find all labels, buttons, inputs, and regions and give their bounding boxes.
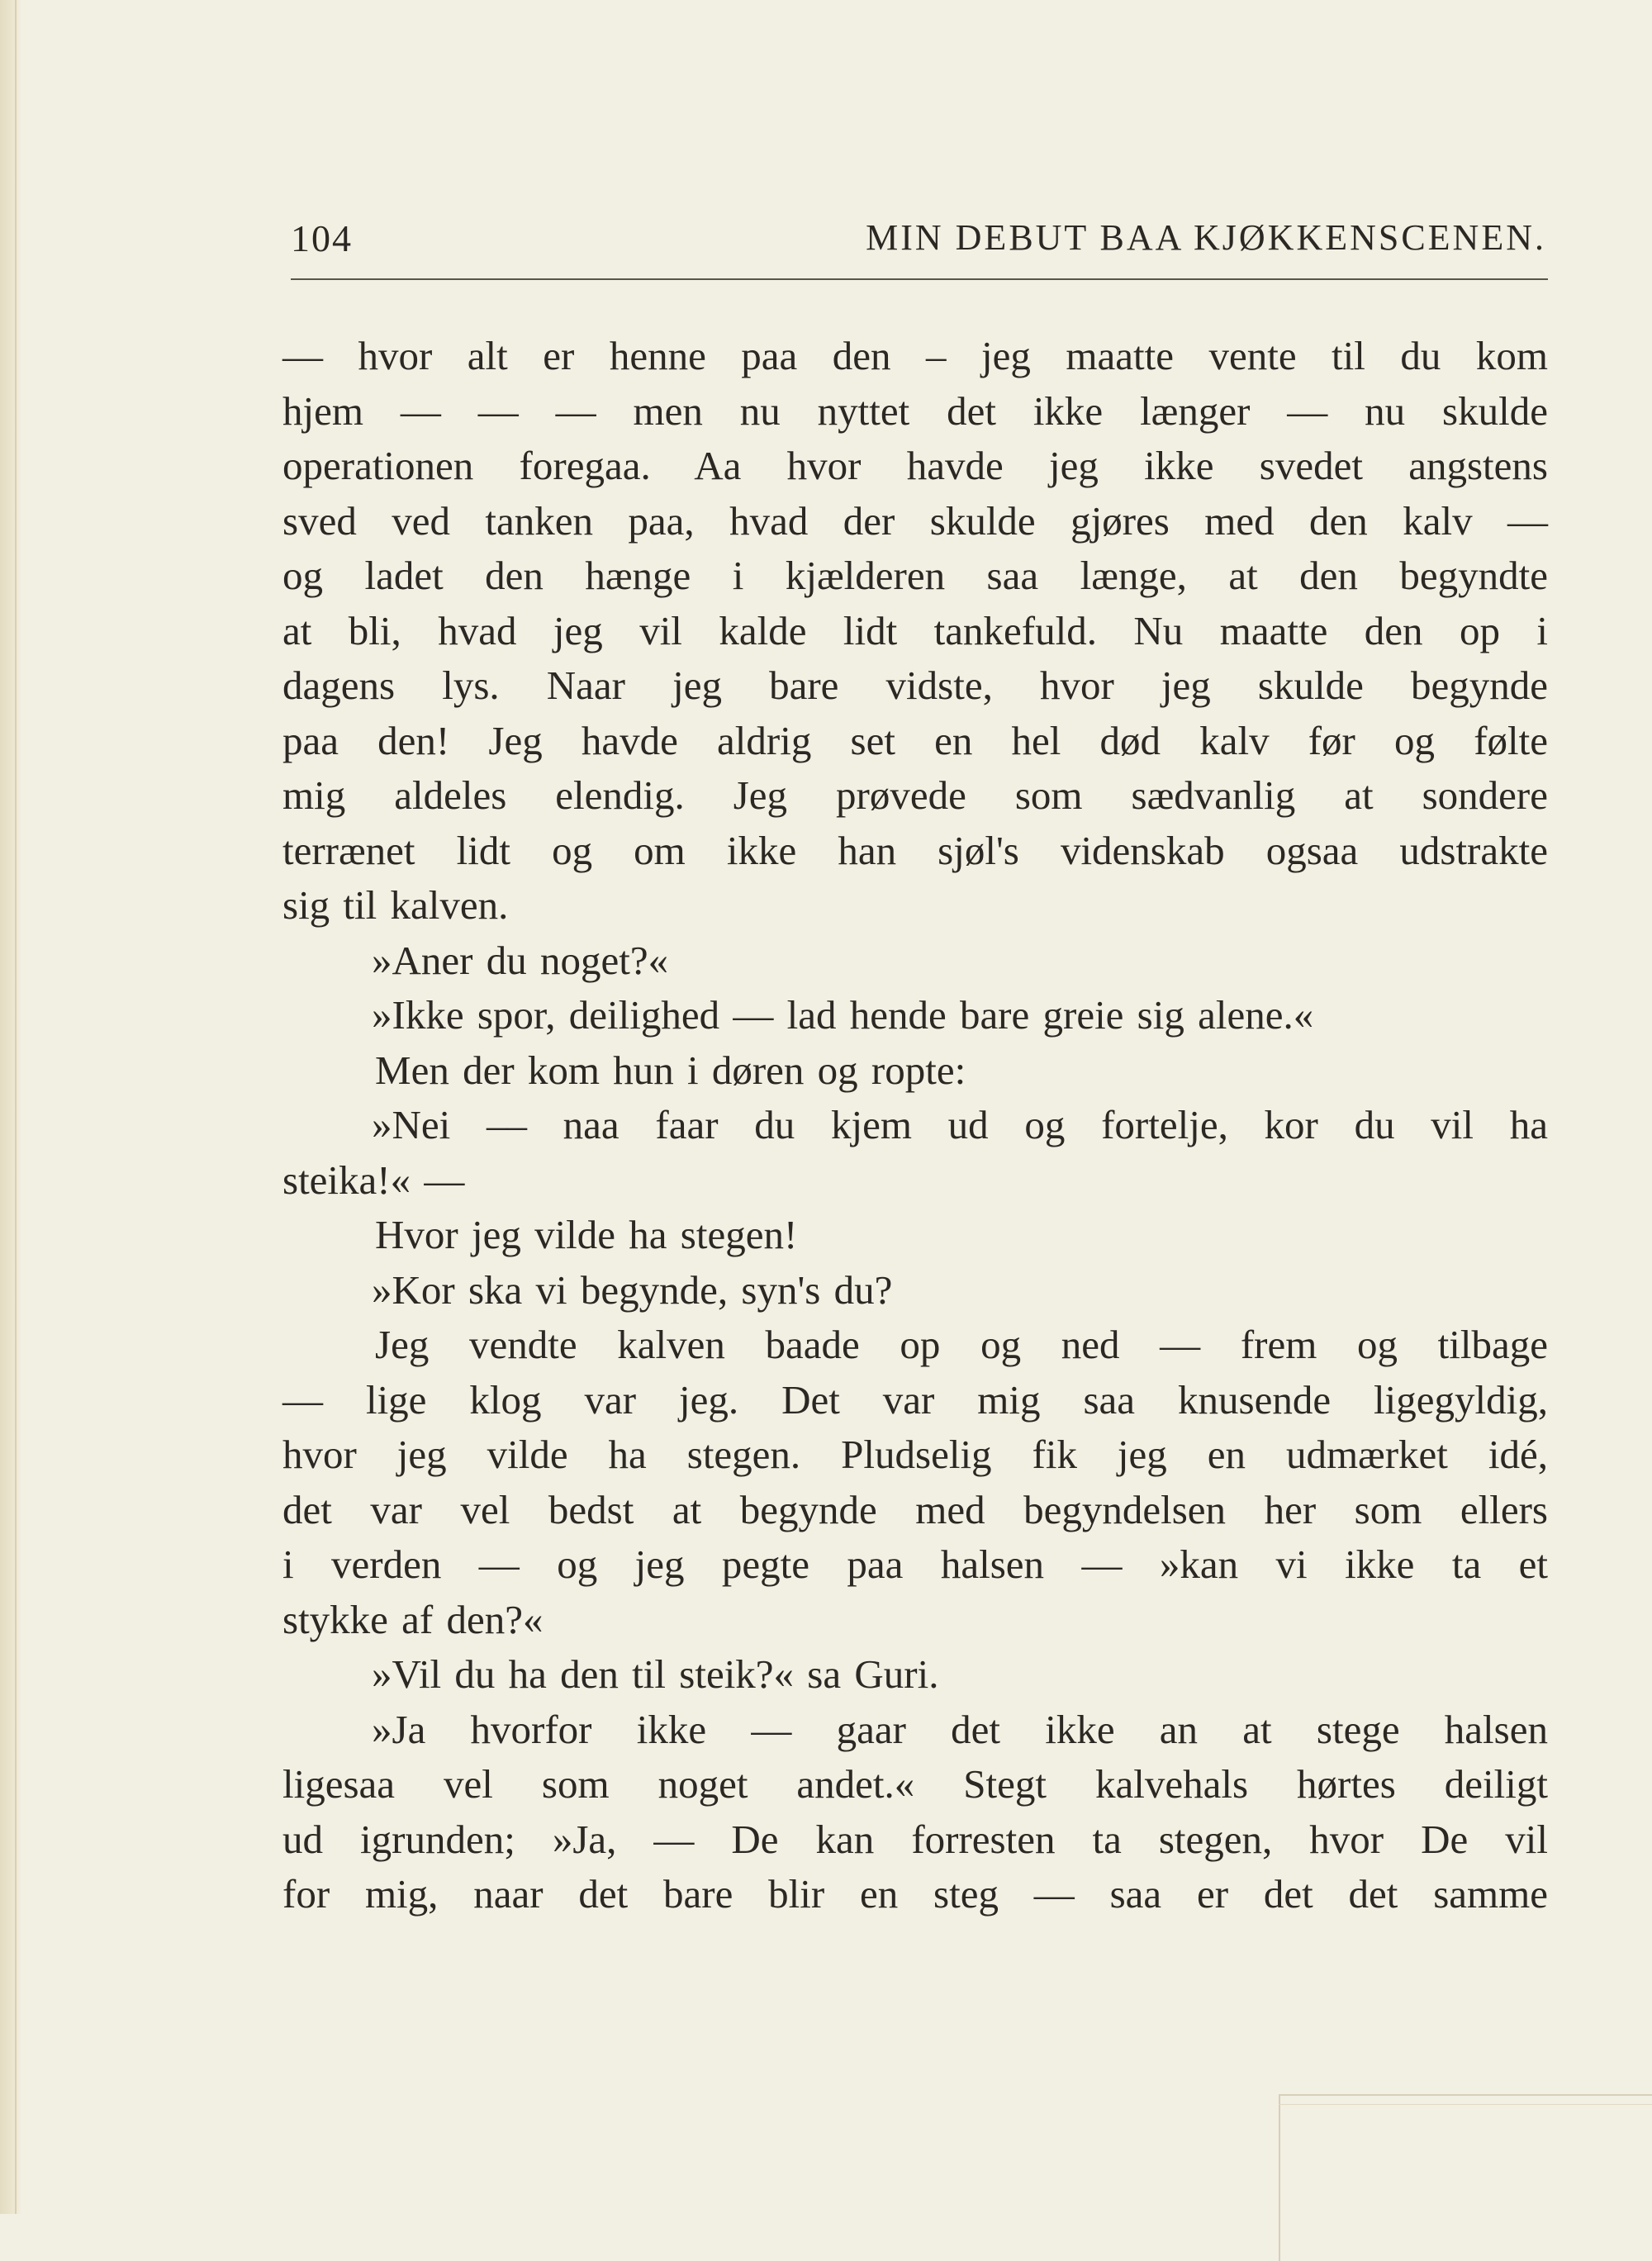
text-line: Men der kom hun i døren og ropte:	[375, 1047, 966, 1093]
page-edge	[0, 0, 21, 2214]
text-line: »Vil du ha den til steik?« sa Guri.	[372, 1651, 939, 1697]
page-edge-line	[15, 0, 17, 2214]
plate-mark	[1279, 2094, 1652, 2261]
plate-mark-line	[1279, 2104, 1652, 2105]
text-line: det var vel bedst at begynde med begyndelsen her som ellers	[282, 1486, 1548, 1532]
text-line: og ladet den hænge i kjælderen saa længe, at den begyndte	[282, 553, 1548, 598]
text-line: operationen foregaa. Aa hvor havde jeg ikke svedet angstens	[282, 443, 1548, 488]
page-number: 104	[291, 217, 353, 259]
text-line: »Aner du noget?«	[372, 937, 669, 983]
text-line: »Kor ska vi begynde, syn's du?	[372, 1266, 893, 1313]
text-line: — lige klog var jeg. Det var mig saa knusende ligegyldig,	[282, 1376, 1548, 1423]
text-line: i verden — og jeg pegte paa halsen — »kan vi ikke ta et	[282, 1541, 1548, 1587]
text-line: stykke af den?«	[282, 1596, 544, 1642]
running-header	[291, 216, 1546, 266]
text-line: steika!« —	[282, 1157, 465, 1203]
text-line: »Ja hvorfor ikke — gaar det ikke an at stege halsen	[372, 1706, 1548, 1752]
text-line: hvor jeg vilde ha stegen. Pludselig fik jeg en udmærket idé,	[282, 1432, 1548, 1477]
text-line: at bli, hvad jeg vil kalde lidt tankefuld. Nu maatte den op i	[282, 607, 1548, 653]
text-line: — hvor alt er henne paa den – jeg maatte vente til du kom	[282, 333, 1548, 378]
text-line: Hvor jeg vilde ha stegen!	[375, 1212, 798, 1257]
text-line: paa den! Jeg havde aldrig set en hel død kalv før og følte	[282, 717, 1548, 763]
text-line: »Ikke spor, deilighed — lad hende bare greie sig alene.«	[372, 992, 1314, 1038]
text-line: for mig, naar det bare blir en steg — saa er det det samme	[282, 1871, 1548, 1917]
text-line: sig til kalven.	[282, 882, 509, 928]
text-line: dagens lys. Naar jeg bare vidste, hvor jeg skulde begynde	[282, 663, 1548, 708]
text-line: ligesaa vel som noget andet.« Stegt kalvehals hørtes deiligt	[282, 1761, 1548, 1807]
body-text	[282, 329, 1548, 1922]
text-line: hjem — — — men nu nyttet det ikke længer — nu skulde	[282, 387, 1548, 434]
text-line: terrænet lidt og om ikke han sjøl's videnskab ogsaa udstrakte	[282, 827, 1548, 873]
text-line: sved ved tanken paa, hvad der skulde gjøres med den kalv —	[282, 497, 1548, 544]
running-title: MIN DEBUT BAA KJØKKENSCENEN.	[866, 217, 1546, 258]
text-line: ud igrunden; »Ja, — De kan forresten ta stegen, hvor De vil	[282, 1816, 1548, 1862]
text-line: mig aldeles elendig. Jeg prøvede som sædvanlig at sondere	[282, 772, 1548, 818]
text-line: Jeg vendte kalven baade op og ned — frem og tilbage	[375, 1322, 1548, 1367]
text-line: »Nei –– naa faar du kjem ud og fortelje, kor du vil ha	[372, 1102, 1548, 1147]
header-rule	[291, 278, 1548, 280]
